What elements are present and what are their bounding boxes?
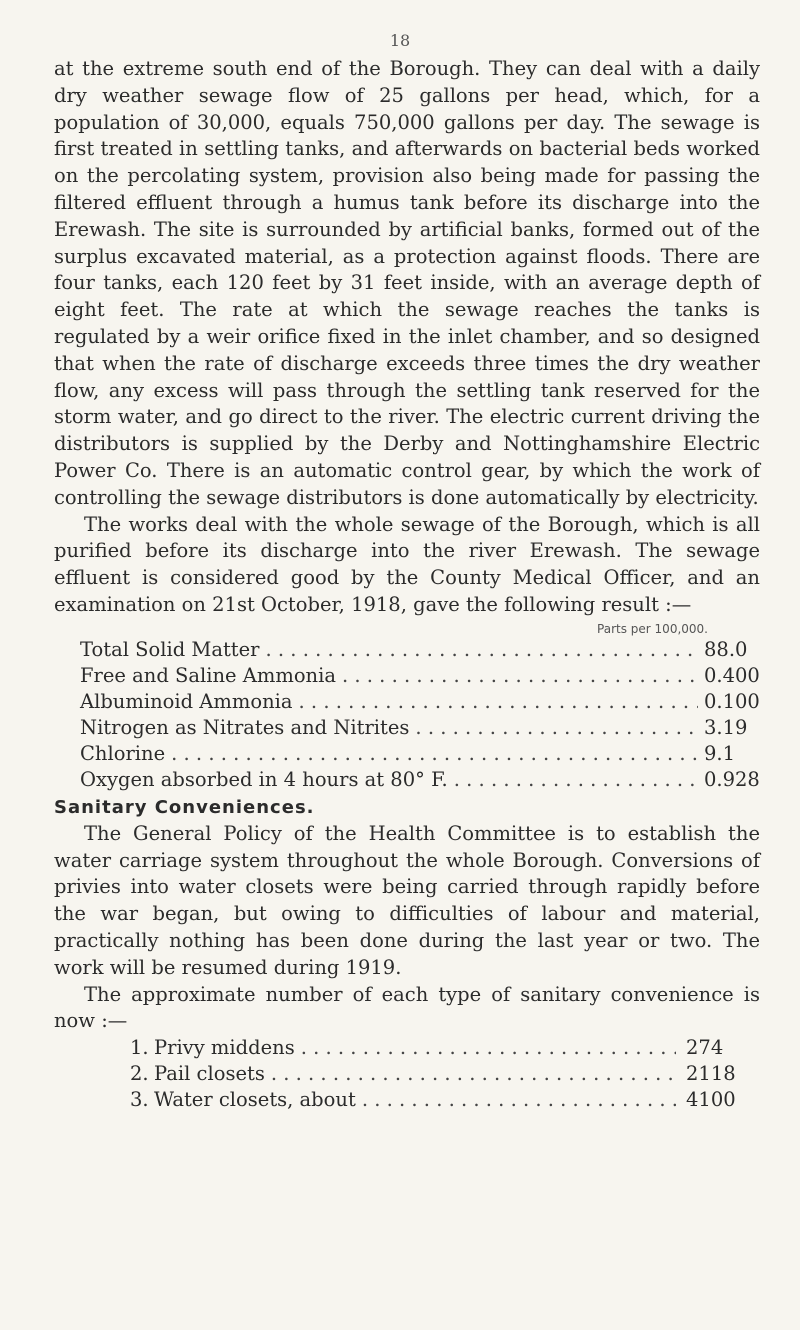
list-label: Pail closets	[154, 1062, 265, 1086]
leader-dots	[266, 637, 698, 663]
list-label: Privy middens	[154, 1036, 295, 1060]
results-unit-header: Parts per 100,000.	[597, 621, 708, 636]
result-value: 9.1	[704, 741, 736, 765]
leader-dots	[271, 1061, 676, 1087]
result-label: Free and Saline Ammonia	[80, 663, 336, 687]
list-item	[54, 1061, 760, 1087]
leader-dots	[301, 1035, 676, 1061]
result-label: Total Solid Matter	[80, 637, 260, 661]
paragraph-approximate-number: The approximate number of each type of sanitary convenience is now :—	[54, 982, 760, 1033]
result-row	[54, 663, 760, 689]
result-value: 0.400	[704, 663, 760, 687]
leader-dots	[171, 741, 698, 767]
result-row	[54, 767, 760, 793]
result-label: Oxygen absorbed in 4 hours at 80° F.	[80, 767, 448, 791]
result-row	[54, 715, 760, 741]
paragraph-works-whole-sewage: The works deal with the whole sewage of the Borough, which is all purified before its discharge into the river Erewash. The sewage effluent is considered good by the County Medical Officer, and an examination on 21st October, 1918, gave the following result :—	[54, 512, 760, 616]
list-value: 274	[686, 1036, 724, 1060]
result-value: 0.928	[704, 767, 760, 791]
result-value: 0.100	[704, 689, 760, 713]
list-item	[54, 1035, 760, 1061]
leader-dots	[342, 663, 698, 689]
section-heading: Sanitary Conveniences.	[54, 796, 315, 818]
list-label: Water closets, about	[154, 1088, 356, 1112]
body-text	[54, 56, 760, 1113]
list-number: 2.	[130, 1062, 149, 1086]
leader-dots	[362, 1087, 676, 1113]
paragraph-general-policy: The General Policy of the Health Committee is to establish the water carriage system throughout the whole Borough. Conversions of privies into water closets were being carried through rapidly before the war began, but owing to difficulties of labour and material, practically nothing has been done during the last year or two. The work will be resumed during 1919.	[54, 821, 760, 979]
result-row	[54, 637, 760, 663]
leader-dots	[454, 767, 698, 793]
result-label: Chlorine	[80, 741, 166, 765]
result-value: 88.0	[704, 637, 748, 661]
list-value: 4100	[686, 1088, 736, 1112]
list-item	[54, 1087, 760, 1113]
page-number: 18	[389, 31, 411, 50]
result-row	[54, 741, 760, 767]
result-label: Albuminoid Ammonia	[80, 689, 293, 713]
list-number: 3.	[130, 1088, 149, 1112]
leader-dots	[299, 689, 698, 715]
paragraph-sewage-works: at the extreme south end of the Borough. They can deal with a daily dry weather sewage flow of 25 gallons per head, which, for a population of 30,000, equals 750,000 gallons per day. The sewage is first treated in settling tanks, and afterwards on bacterial beds worked on the percolating system, provision also being made for passing the filtered effluent through a humus tank before its discharge into the Erewash. The site is surrounded by artificial banks, formed out of the surplus excavated material, as a protection against floods. There are four tanks, each 120 feet by 31 feet inside, with an average depth of eight feet. The rate at which the sewage reaches the tanks is regulated by a weir orifice fixed in the inlet chamber, and so designed that when the rate of discharge exceeds three times the dry weather flow, any excess will pass through the settling tank reserved for the storm water, and go direct to the river. The electric current driving the distributors is supplied by the Derby and Nottinghamshire Electric Power Co. There is an automatic control gear, by which the work of controlling the sewage distributors is done automatically by electricity.	[54, 57, 760, 509]
result-label: Nitrogen as Nitrates and Nitrites	[80, 715, 410, 739]
result-row	[54, 689, 760, 715]
leader-dots	[415, 715, 698, 741]
list-value: 2118	[686, 1062, 736, 1086]
list-number: 1.	[130, 1036, 149, 1060]
result-value: 3.19	[704, 715, 748, 739]
